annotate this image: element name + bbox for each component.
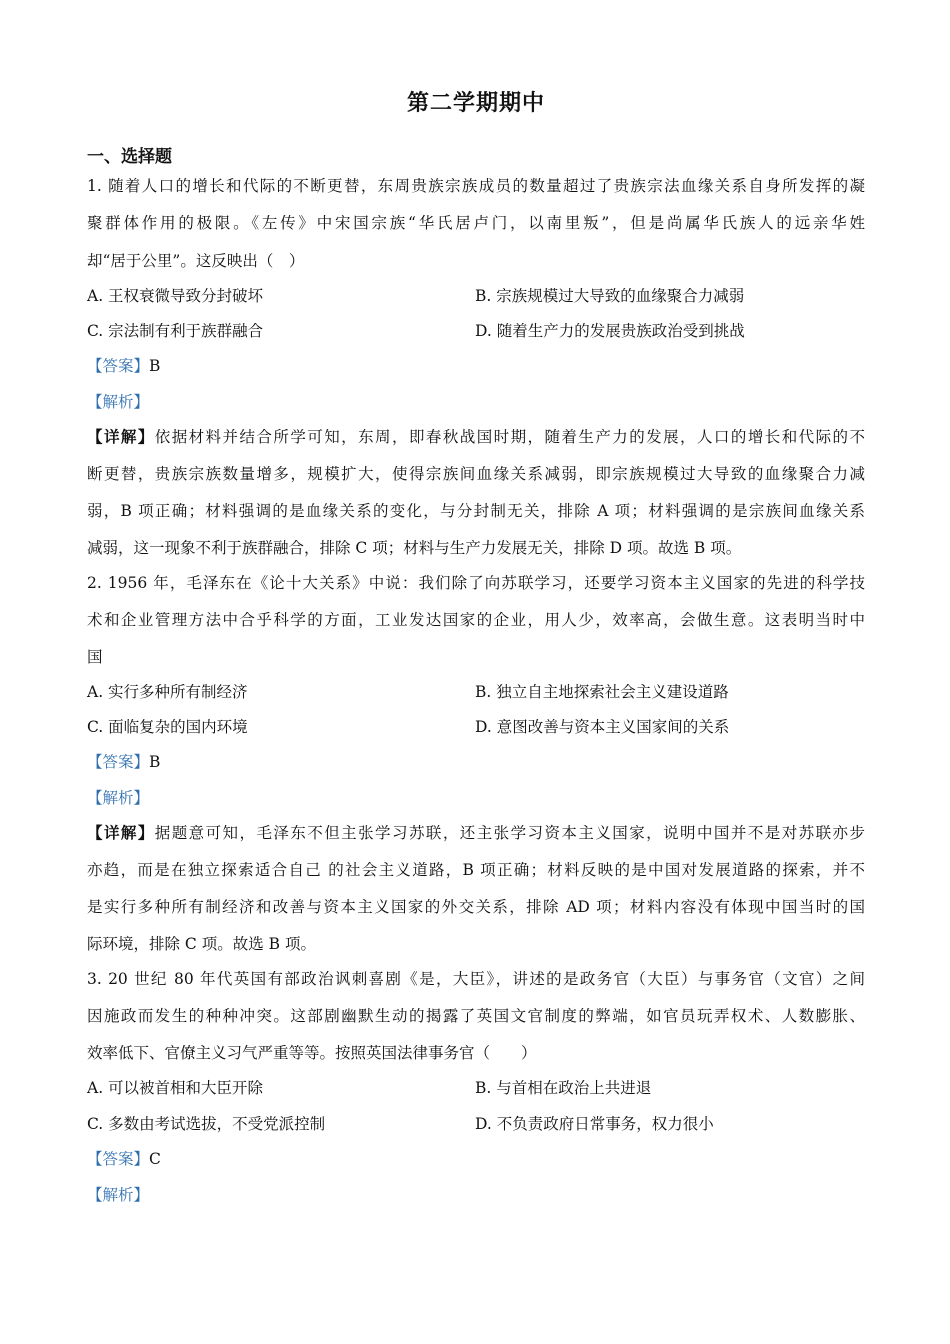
q3-stem-line-3: 效率低下、官僚主义习气严重等等。按照英国法律事务官（ ） — [87, 1044, 537, 1062]
q1-detail-line-2: 断更替，贵族宗族数量增多，规模扩大，使得宗族间血缘关系减弱，即宗族规模过大导致的血缘聚合力减 — [87, 465, 865, 483]
answer-label: 【答案】 — [87, 357, 150, 375]
q2-stem-line-2: 术和企业管理方法中合乎科学的方面，工业发达国家的企业，用人少，效率高，会做生意。这表明当时中 — [87, 611, 865, 629]
q3-stem-line-2: 因施政而发生的种种冲突。这部剧幽默生动的揭露了英国文官制度的弊端，如官员玩弄权术、人数膨胀、 — [87, 1007, 865, 1025]
q2-detail-line-3: 是实行多种所有制经济和改善与资本主义国家的外交关系，排除 AD 项；材料内容没有体现中国当时的国 — [87, 898, 865, 916]
q2-analysis — [87, 788, 149, 808]
q2-stem-line-3: 国 — [87, 648, 103, 666]
q1-detail-line-1 — [87, 427, 865, 447]
q1-stem-line-3: 却“居于公里”。这反映出（ ） — [87, 252, 305, 270]
q1-detail-line-4: 减弱，这一现象不利于族群融合，排除 C 项；材料与生产力发展无关，排除 D 项。故选 B 项。 — [87, 539, 742, 557]
analysis-label: 【解析】 — [87, 1186, 150, 1204]
q3-option-a: A. 可以被首相和大臣开除 — [87, 1079, 264, 1097]
q1-option-a: A. 王权衰微导致分封破坏 — [87, 287, 264, 305]
q2-detail-text-1: 据题意可知，毛泽东不但主张学习苏联，还主张学习资本主义国家，说明中国并不是对苏联亦步 — [154, 824, 865, 842]
answer-value: C — [149, 1150, 161, 1168]
answer-label: 【答案】 — [87, 1150, 150, 1168]
q2-option-a: A. 实行多种所有制经济 — [87, 683, 248, 701]
q2-stem-line-1: 2. 1956 年，毛泽东在《论十大关系》中说：我们除了向苏联学习，还要学习资本主义国家的先进的科学技 — [87, 574, 865, 592]
q1-option-d: D. 随着生产力的发展贵族政治受到挑战 — [475, 322, 745, 340]
q3-option-c: C. 多数由考试选拔，不受党派控制 — [87, 1115, 326, 1133]
q1-detail-text-1: 依据材料并结合所学可知，东周，即春秋战国时期，随着生产力的发展，人口的增长和代际的不 — [154, 428, 865, 446]
q1-option-c: C. 宗法制有利于族群融合 — [87, 322, 264, 340]
analysis-label: 【解析】 — [87, 789, 150, 807]
q2-detail-line-4: 际环境，排除 C 项。故选 B 项。 — [87, 935, 316, 953]
q1-analysis — [87, 392, 149, 412]
answer-value: B — [149, 357, 161, 375]
section-heading: 一、选择题 — [87, 147, 172, 167]
q3-option-b: B. 与首相在政治上共进退 — [475, 1079, 652, 1097]
q2-answer — [87, 752, 160, 772]
q2-option-c: C. 面临复杂的国内环境 — [87, 718, 248, 736]
q3-stem-line-1: 3. 20 世纪 80 年代英国有部政治讽刺喜剧《是，大臣》，讲述的是政务官（大臣）与事务官（文官）之间 — [87, 970, 865, 988]
answer-label: 【答案】 — [87, 753, 150, 771]
q1-answer — [87, 356, 160, 376]
q1-stem-line-2: 聚群体作用的极限。《左传》中宋国宗族“华氏居卢门，以南里叛”，但是尚属华氏族人的远亲华姓 — [87, 214, 865, 232]
q2-option-b: B. 独立自主地探索社会主义建设道路 — [475, 683, 729, 701]
q1-option-b: B. 宗族规模过大导致的血缘聚合力减弱 — [475, 287, 745, 305]
q1-detail-line-3: 弱，B 项正确；材料强调的是血缘关系的变化，与分封制无关，排除 A 项；材料强调的是宗族间血缘关系 — [87, 502, 865, 520]
page-title: 第二学期期中 — [406, 90, 545, 116]
q2-detail-line-1 — [87, 823, 865, 843]
detail-label: 【详解】 — [87, 823, 155, 842]
q3-analysis — [87, 1185, 149, 1205]
analysis-label: 【解析】 — [87, 393, 150, 411]
q2-option-d: D. 意图改善与资本主义国家间的关系 — [475, 718, 730, 736]
q3-answer — [87, 1149, 161, 1169]
answer-value: B — [149, 753, 161, 771]
detail-label: 【详解】 — [87, 427, 155, 446]
q1-stem-line-1: 1. 随着人口的增长和代际的不断更替，东周贵族宗族成员的数量超过了贵族宗法血缘关系自身所发挥的凝 — [87, 177, 865, 195]
q2-detail-line-2: 亦趋，而是在独立探索适合自己 的社会主义道路，B 项正确；材料反映的是中国对发展道路的探索，并不 — [87, 861, 865, 879]
q3-option-d: D. 不负责政府日常事务，权力很小 — [475, 1115, 714, 1133]
